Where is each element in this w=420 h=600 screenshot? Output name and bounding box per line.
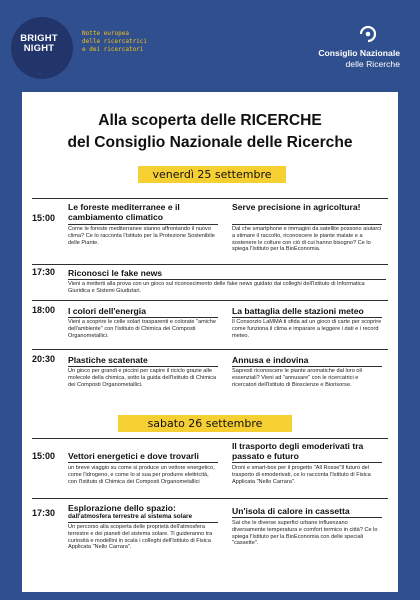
divider [32, 498, 388, 499]
header [0, 0, 420, 92]
slot-time: 17:30 [32, 267, 56, 277]
slot-time: 18:00 [32, 305, 56, 315]
program-card [22, 92, 398, 592]
event-title: Serve precisione in agricoltura! [232, 202, 361, 212]
event-title: I colori dell'energia [68, 306, 146, 316]
event-description: Dal che smartphone e immagini da satellite possono aiutarci a stimare il raccolto, riconoscere le piante malate e a sostenere le colture con ciò di cui hanno bisogno? Ce lo spiega l'Istituto per la BioEconomia. [232, 226, 382, 253]
event-description: Vieni a metterti alla prova con un gioco sul riconoscimento delle fake news guidato dai colleghi dell'Istituto di Informatica Giuridica e Sistemi Giudiziari. [68, 281, 365, 294]
event-title: Annusa e indovina [232, 355, 309, 365]
event-title: Vettori energetici e dove trovarli [68, 451, 199, 461]
event-underline [68, 522, 218, 523]
cnr-name-line2: delle Ricerche [345, 59, 400, 69]
day1-label: venerdì 25 settembre [138, 166, 286, 183]
divider [32, 264, 388, 265]
event-underline [232, 517, 382, 518]
logo-line-bright: BRIGHT [20, 33, 58, 44]
event-description: un breve viaggio su come si produce un vettore energetico, come l'idrogeno, e come lo si sua per produrre elettricità, con l'Istituto di Chimica dei Composti Organometallici [68, 465, 215, 485]
slot-time: 17:30 [32, 508, 56, 518]
event-underline [68, 462, 218, 463]
event-underline [232, 462, 382, 463]
event-description: Come le foreste mediterranee stanno affrontando il nuovo clima? Ce lo racconta l'Istituto per la Protezione Sostenibile delle Piante. [68, 226, 215, 246]
event-title: Il trasporto degli emoderivati tra passato e futuro [232, 441, 364, 461]
title-line1: Alla scoperta delle RICERCHE [98, 112, 322, 129]
divider [32, 198, 388, 199]
cnr-name [260, 48, 400, 70]
event-underline [232, 366, 382, 367]
page-title [22, 110, 398, 154]
event-description: Vieni a scoprire le celle solari trasparenti e colorate "amiche dell'ambiente" con l'Istituto di Chimica dei Composti Organometallici. [68, 319, 217, 339]
day2-label: sabato 26 settembre [118, 415, 292, 432]
divider [32, 349, 388, 350]
divider [32, 300, 388, 301]
event-description: Droni e smart-box per il progetto "All Rosse"Il futuro del trasporto di emoderivati, ce lo racconta l'Istituto di Fisica Applicata "Nello Carrara". [232, 465, 371, 485]
event-subtitle: dall'atmosfera terrestre al sistema solare [68, 513, 193, 520]
event-title: Plastiche scatenate [68, 355, 148, 365]
logo-line-night: NIGHT [23, 43, 55, 54]
event-description: Il Consorzio LaMMA ti sfida ad un gioco di carte per scoprire come funziona il clima e imparare a leggere i dati e i record meteo. [232, 319, 382, 339]
slot-time: 15:00 [32, 213, 56, 223]
tagline [82, 30, 147, 54]
event-underline [232, 317, 382, 318]
event-description: Un percorso alla scoperta delle proprietà dell'atmosfera terrestre e dei pianeti del sistema solare. Ti guideranno tra curiosità e modellini in scala i colleghi dell'Istituto di Fisica Applicata "Nello Carrara". [68, 524, 213, 551]
event-title: La battaglia delle stazioni meteo [232, 306, 364, 316]
event-title: Esplorazione dello spazio: [68, 503, 176, 513]
event-underline [68, 317, 218, 318]
event-description: Sapresti riconoscere le piante aromatiche dal loro oli essenziali? Vieni ad "annusare" con le ricercatrici e ricercatori dell'Istituto di Bioscienze e Biorisorse. [232, 368, 362, 388]
event-underline [68, 224, 218, 225]
event-description: Sai che le diverse superfici urbane influenzano diversamente temperatura e comfort termico in città? Ce lo spiega l'Istituto per la BioEconomia con delle speciali "cassette". [232, 520, 378, 547]
event-title: Un'isola di calore in cassetta [232, 506, 350, 516]
tagline-line: Notte europea [82, 30, 129, 37]
event-underline [232, 224, 382, 225]
event-description: Un gioco per grandi e piccini per capire il riciclo grazie alle molecole della chimica, sotto la guida dell'Istituto di Chimica dei Composti Organometallici. [68, 368, 217, 388]
tagline-line: e dei ricercatori [82, 46, 144, 53]
event-underline [68, 366, 218, 367]
event-underline [68, 279, 386, 280]
cnr-name-line1: Consiglio Nazionale [318, 48, 400, 58]
slot-time: 20:30 [32, 354, 56, 364]
tagline-line: delle ricercatrici [82, 38, 148, 45]
divider [32, 438, 388, 439]
event-title: Riconosci le fake news [68, 268, 163, 278]
slot-time: 15:00 [32, 451, 56, 461]
title-line2: del Consiglio Nazionale delle Ricerche [67, 134, 353, 151]
event-title: Le foreste mediterranee e il cambiamento climatico [68, 202, 180, 222]
cnr-logo-icon [358, 24, 378, 44]
bright-night-logo-text [8, 34, 70, 54]
